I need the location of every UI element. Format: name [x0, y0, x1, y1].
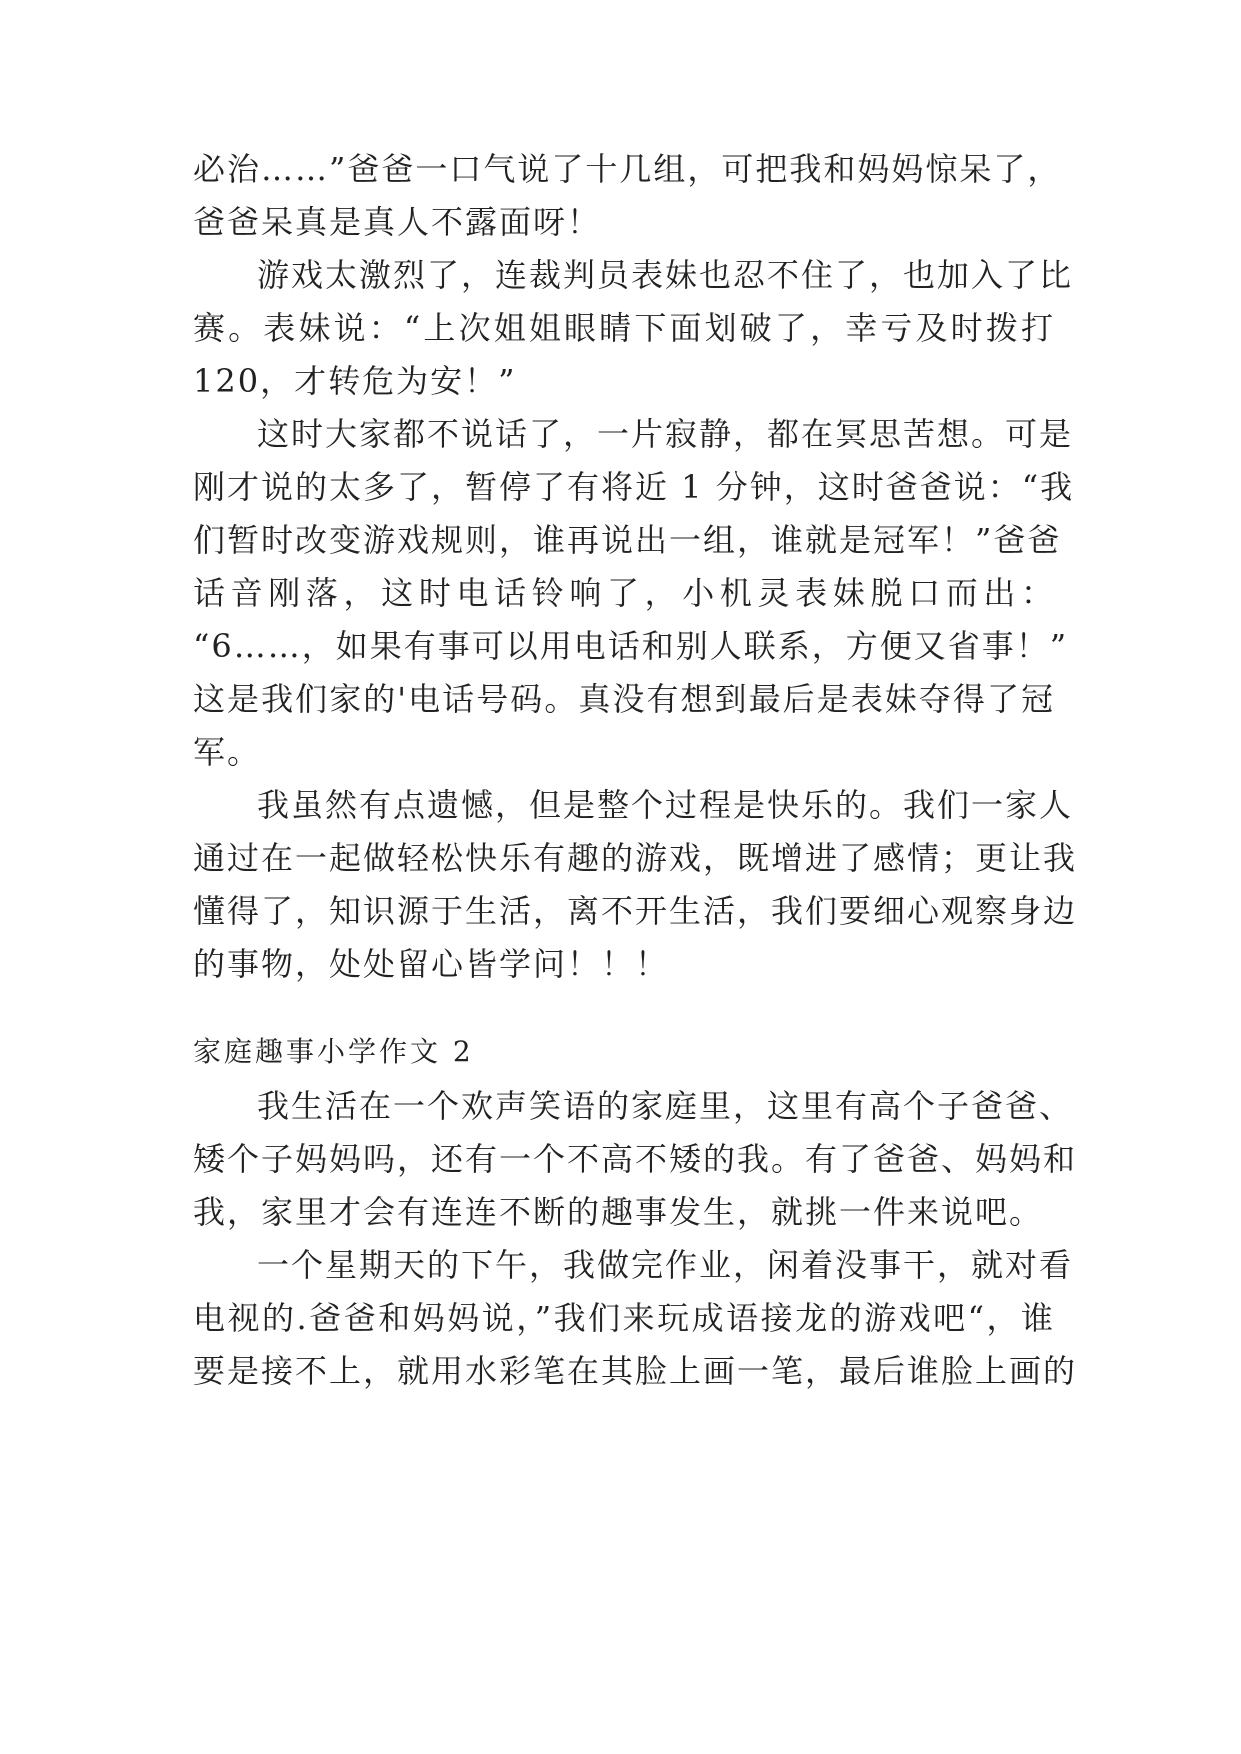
- paragraph-5-line-1: 我生活在一个欢声笑语的家庭里，这里有高个子爸爸、: [257, 1087, 1074, 1125]
- paragraph-3-line-6: 这是我们家的'电话号码。真没有想到最后是表妹夺得了冠: [193, 680, 1055, 718]
- paragraph-2-line-3: 120，才转危为安！”: [193, 362, 517, 400]
- paragraph-6-line-2: 电视的.爸爸和妈妈说，”我们来玩成语接龙的游戏吧“，谁: [193, 1299, 1055, 1337]
- paragraph-3-line-3: 们暂时改变游戏规则，谁再说出一组，谁就是冠军！”爸爸: [193, 521, 1062, 559]
- paragraph-4-line-2: 通过在一起做轻松快乐有趣的游戏，既增进了感情；更让我: [193, 839, 1078, 877]
- paragraph-1-line-1: 必治……”爸爸一口气说了十几组，可把我和妈妈惊呆了，: [193, 150, 1062, 188]
- paragraph-6-line-1: 一个星期天的下午，我做完作业，闲着没事干，就对看: [257, 1246, 1074, 1284]
- paragraph-5-line-3: 我，家里才会有连连不断的趣事发生，就挑一件来说吧。: [193, 1193, 1044, 1231]
- paragraph-4-line-1: 我虽然有点遗憾，但是整个过程是快乐的。我们一家人: [257, 786, 1074, 824]
- paragraph-3-line-5: “6……，如果有事可以用电话和别人联系，方便又省事！”: [193, 627, 1069, 665]
- paragraph-1-line-2: 爸爸呆真是真人不露面呀！: [193, 203, 602, 241]
- paragraph-3-line-2: 刚才说的太多了，暂停了有将近 1 分钟，这时爸爸说：“我: [193, 468, 1075, 506]
- paragraph-2-line-2: 赛。表妹说：“上次姐姐眼睛下面划破了，幸亏及时拨打: [193, 309, 1055, 347]
- paragraph-4-line-4: 的事物，处处留心皆学问！！！: [193, 945, 670, 983]
- paragraph-2-line-1: 游戏太激烈了，连裁判员表妹也忍不住了，也加入了比: [257, 256, 1074, 294]
- paragraph-6-line-3: 要是接不上，就用水彩笔在其脸上画一笔，最后谁脸上画的: [193, 1352, 1078, 1390]
- essay-heading: 家庭趣事小学作文 2: [193, 1035, 474, 1068]
- paragraph-5-line-2: 矮个子妈妈吗，还有一个不高不矮的我。有了爸爸、妈妈和: [193, 1140, 1078, 1178]
- paragraph-3-line-1: 这时大家都不说话了，一片寂静，都在冥思苦想。可是: [257, 415, 1074, 453]
- paragraph-3-line-4: 话音刚落，这时电话铃响了，小机灵表妹脱口而出：: [193, 574, 1055, 612]
- paragraph-3-line-7: 军。: [193, 733, 262, 771]
- paragraph-4-line-3: 懂得了，知识源于生活，离不开生活，我们要细心观察身边: [193, 892, 1078, 930]
